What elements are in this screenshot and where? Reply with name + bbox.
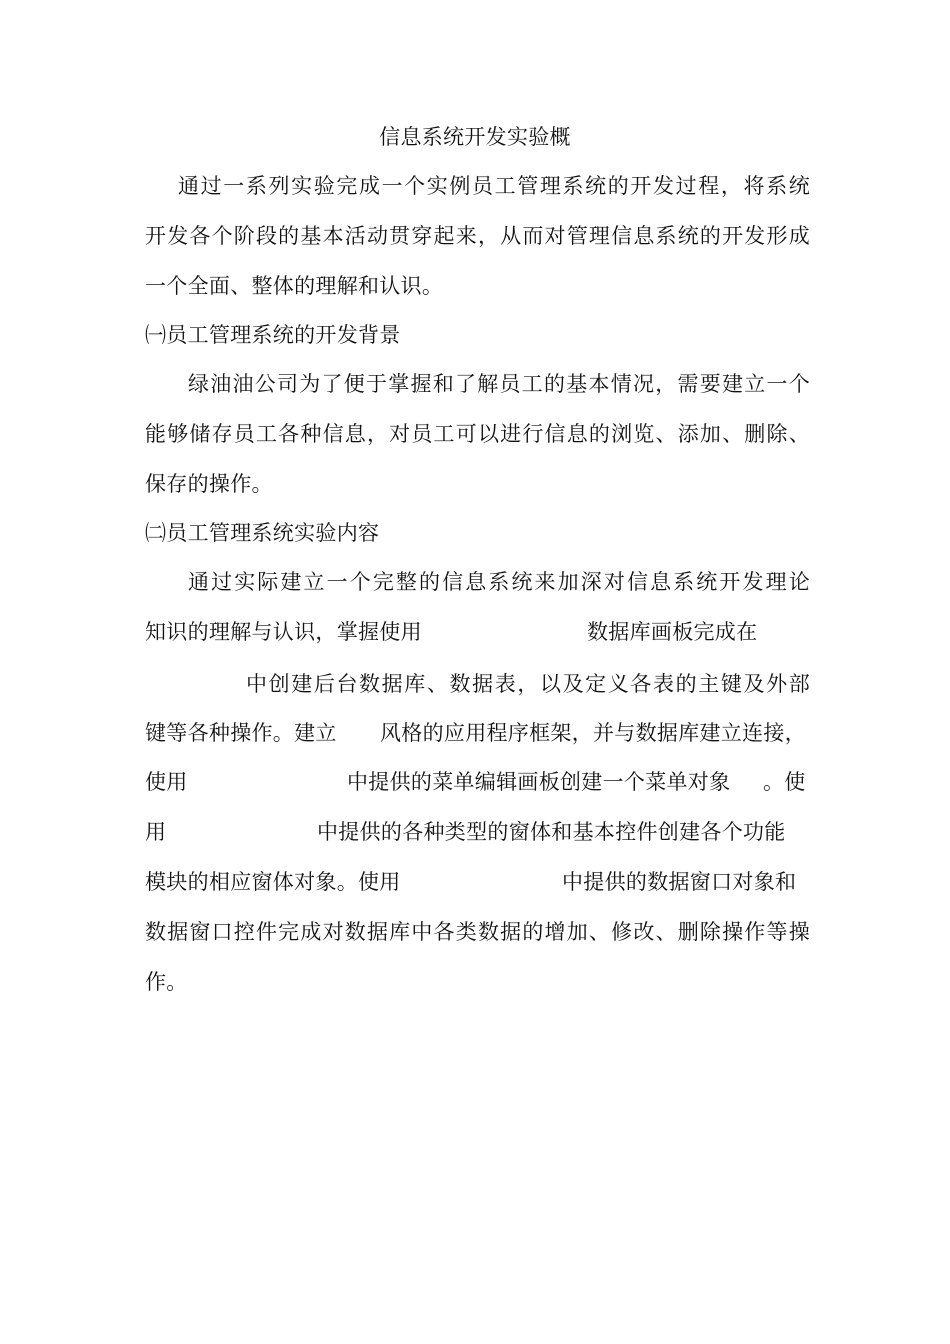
section2-line-2-part-a: 知识的理解与认识，掌握使用	[145, 620, 422, 644]
section2-line-2	[145, 607, 810, 657]
section2-line-6	[145, 807, 810, 857]
section2-line-6-part-a: 用	[145, 820, 167, 844]
section-heading-2: ㈡员工管理系统实验内容	[145, 521, 380, 545]
section2-line-8: 数据窗口控件完成对数据库中各类数据的增加、修改、删除操作等操	[145, 920, 810, 944]
section2-line-3: 中创建后台数据库、数据表，以及定义各表的主键及外部	[246, 672, 810, 696]
section2-line-4-part-a: 键等各种操作。建立	[145, 721, 337, 745]
section2-line-6-part-b: 中提供的各种类型的窗体和基本控件创建各个功能	[317, 820, 786, 844]
section2-line-5-part-b: 中提供的菜单编辑画板创建一个菜单对象	[347, 770, 731, 794]
intro-line-2: 开发各个阶段的基本活动贯穿起来，从而对管理信息系统的开发形成	[145, 224, 810, 248]
intro-line-3: 一个全面、整体的理解和认识。	[145, 274, 444, 298]
section2-line-9: 作。	[145, 970, 188, 994]
section-heading-1: ㈠员工管理系统的开发背景	[145, 323, 401, 347]
section2-line-2-part-b: 数据库画板完成在	[587, 620, 758, 644]
section2-line-5-part-a: 使用	[145, 770, 188, 794]
section2-line-5	[145, 757, 810, 807]
section2-line-7-part-a: 模块的相应窗体对象。使用	[145, 870, 401, 894]
section2-line-4-part-b: 风格的应用程序框架，并与数据库建立连接，	[380, 721, 806, 745]
intro-line-1: 通过一系列实验完成一个实例员工管理系统的开发过程，将系统	[178, 174, 810, 198]
section2-line-1: 通过实际建立一个完整的信息系统来加深对信息系统开发理论	[188, 570, 810, 594]
section2-line-7	[145, 857, 810, 907]
section1-line-2: 能够储存员工各种信息，对员工可以进行信息的浏览、添加、删除、	[145, 422, 810, 446]
section2-line-4	[145, 708, 810, 758]
section2-line-5-part-c: 。使	[763, 770, 806, 794]
section1-line-1: 绿油油公司为了便于掌握和了解员工的基本情况，需要建立一个	[188, 372, 810, 396]
page-title: 信息系统开发实验概	[379, 125, 571, 149]
section1-line-3: 保存的操作。	[145, 472, 273, 496]
section2-line-7-part-b: 中提供的数据窗口对象和	[562, 870, 797, 894]
